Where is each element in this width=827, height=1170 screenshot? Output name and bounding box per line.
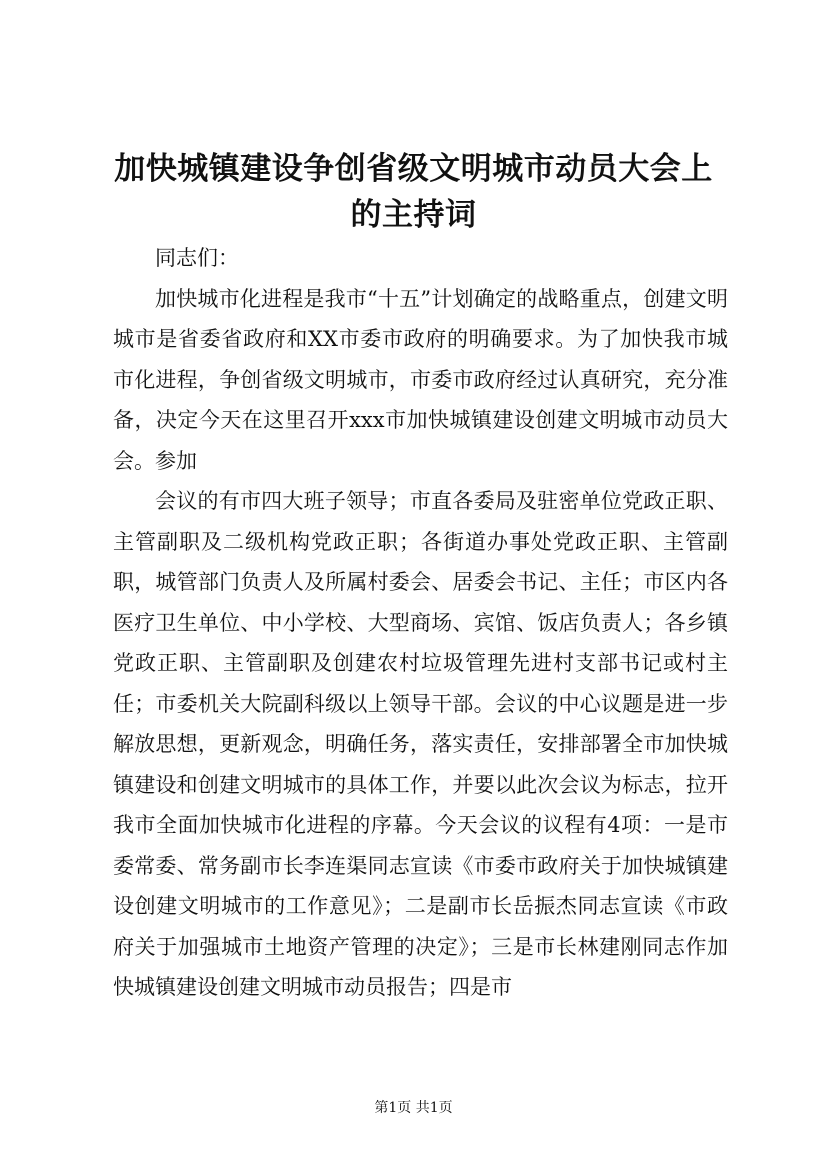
body-paragraph: 加快城市化进程是我市“十五”计划确定的战略重点，创建文明城市是省委省政府和XX市委市政府的明确要求。为了加快我市城市化进程，争创省级文明城市，市委市政府经过认真研究，充分准备，决定今天在这里召开xxx市加快城镇建设创建文明城市动员大会。参加 bbox=[113, 286, 728, 473]
body-paragraph: 会议的有市四大班子领导；市直各委局及驻密单位党政正职、主管副职及二级机构党政正职；各街道办事处党政正职、主管副职，城管部门负责人及所属村委会、居委会书记、主任；市区内各医疗卫生单位、中小学校、大型商场、宾馆、饭店负责人；各乡镇党政正职、主管副职及创建农村垃圾管理先进村支部书记或村主任；市委机关大院副科级以上领导干部。会议的中心议题是进一步解放思想，更新观念，明确任务，落实责任，安排部署全市加快城镇建设和创建文明城市的具体工作，并要以此次会议为标志，拉开我市全面加快城市化进程的序幕。今天会议的议程有4项：一是市委常委、常务副市长李连渠同志宣读《市委市政府关于加快城镇建设创建文明城市的工作意见》；二是副市长岳振杰同志宣读《市政府关于加强城市土地资产管理的决定》；三是市长林建刚同志作加快城镇建设创建文明城市动员报告；四是市 bbox=[113, 489, 728, 999]
document-body bbox=[113, 238, 728, 1008]
salutation-paragraph: 同志们： bbox=[155, 246, 239, 270]
page-footer: 第1页 共1页 bbox=[374, 1100, 453, 1116]
document-title: 加快城镇建设争创省级文明城市动员大会上的主持词 bbox=[114, 151, 713, 233]
